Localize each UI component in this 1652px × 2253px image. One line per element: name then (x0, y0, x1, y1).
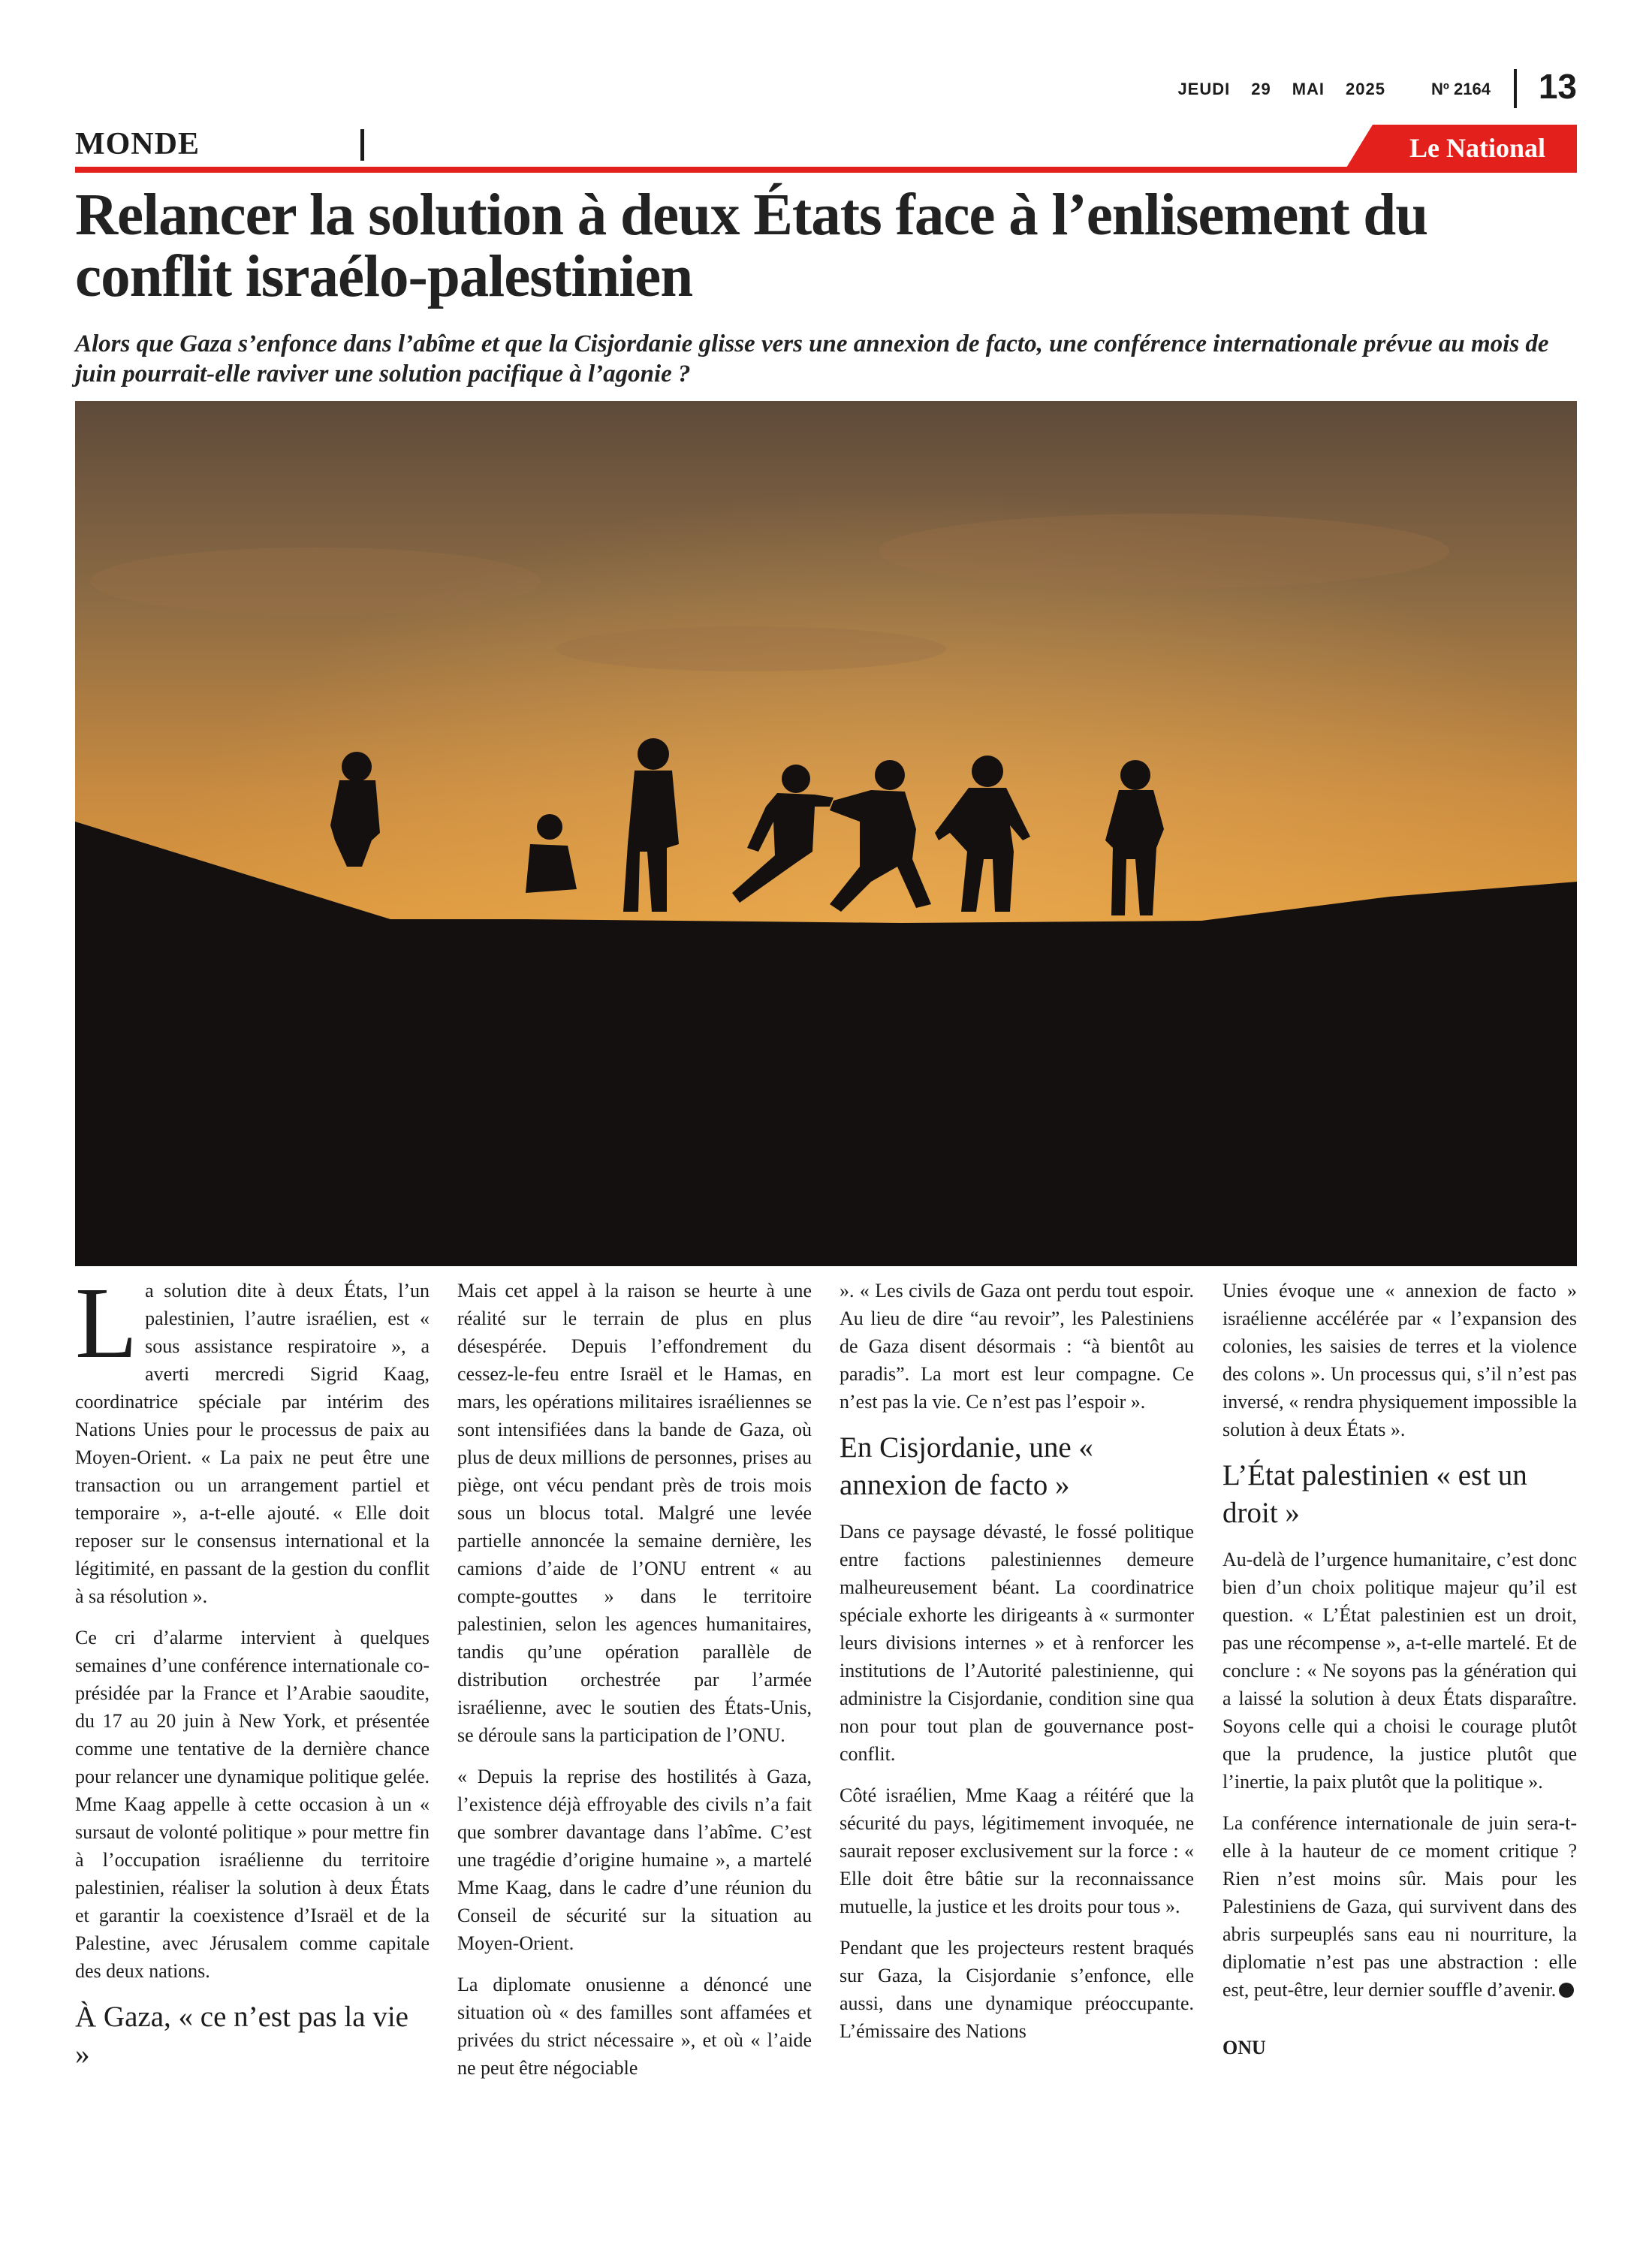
paragraph: Dans ce paysage dévasté, le fossé politique entre factions palestiniennes demeure malheureusement béant. La coordinatrice spéciale exhorte les dirigeants à « surmonter leurs divisions internes » et à renforcer les institutions de l’Autorité palestinienne, qui administre la Cisjordanie, condition sine qua non pour tout plan de gouvernance post-conflit. (840, 1521, 1194, 1765)
subheading: L’État palestinien « est un droit » (1222, 1459, 1527, 1529)
subheading: En Cisjordanie, une « annexion de facto » (840, 1431, 1093, 1501)
article-body (75, 1267, 1577, 2200)
date-number: 29 (1251, 80, 1271, 98)
article-headline: Relancer la solution à deux États face à l’enlisement du conflit israélo-palestinien (75, 182, 1428, 309)
paragraph: Au-delà de l’urgence humanitaire, c’est donc bien d’un choix politique majeur qu’il est question. « L’État palestinien est un droit, pas une récompense », a-t-elle martelé. Et de conclure : « Ne soyons pas la génération qui a laissé la solution à deux États disparaître. Soyons celle qui a choisi le courage plutôt que la prudence, la justice plutôt que l’inertie, la paix plutôt que la politique ». (1222, 1549, 1577, 1793)
column-2 (457, 1277, 812, 2095)
date-day: JEUDI (1177, 80, 1231, 98)
paragraph: Ce cri d’alarme intervient à quelques semaines d’une conférence internationale co-présidée par la France et l’Arabie saoudite, du 17 au 20 juin à New York, et présentée comme une tentative de la dernière chance pour relancer une dynamique politique gelée. Mme Kaag appelle à cette occasion à un « sursaut de volonté politique » pour mettre fin à l’occupation israélienne du territoire palestinien, réaliser la solution à deux États et garantir la coexistence d’Israël et de la Palestine, avec Jérusalem comme capitale des deux nations. (75, 1627, 430, 1982)
column-1 (75, 1267, 430, 2087)
paragraph: Unies évoque une « annexion de facto » israélienne accélérée par « l’expansion des colonies, les saisies de terres et la violence des colons ». Un processus qui, s’il n’est pas inversé, « rendra physiquement impossible la solution à deux États ». (1222, 1280, 1577, 1440)
paragraph: La diplomate onusienne a dénoncé une situation où « des familles sont affamées et privées du strict nécessaire », et où « l’aide ne peut être négociable (457, 1974, 812, 2079)
paragraph (75, 1267, 430, 1610)
paragraph-text: a solution dite à deux États, l’un palestinien, l’autre israélien, est « sous assistance respiratoire », a averti mercredi Sigrid Kaag, coordinatrice spéciale par intérim des Nations Unies pour le processus de paix au Moyen-Orient. « La paix ne peut être une transaction ou un arrangement partiel et temporaire », a-t-elle ajouté. « Elle doit reposer sur le consensus international et la légitimité, en passant de la gestion du conflit à sa résolution ». (75, 1280, 430, 1607)
byline: ONU (1222, 2037, 1266, 2058)
date-year: 2025 (1346, 80, 1385, 98)
article-photo (75, 401, 1577, 1266)
paragraph: Pendant que les projecteurs restent braqués sur Gaza, la Cisjordanie s’enfonce, elle aussi, dans une dynamique préoccupante. L’émissaire des Nations (840, 1937, 1194, 2042)
paragraph: ». « Les civils de Gaza ont perdu tout espoir. Au lieu de dire “au revoir”, les Palestiniens de Gaza disent désormais : “à bientôt au paradis”. La mort est leur compagne. Ce n’est pas la vie. Ce n’est pas l’espoir ». (840, 1280, 1194, 1413)
section-divider (360, 129, 364, 161)
subheading: À Gaza, « ce n’est pas la vie » (75, 2001, 408, 2071)
page-header (75, 69, 1577, 114)
end-mark-icon (1559, 1983, 1574, 1998)
drop-cap: L (75, 1267, 138, 1380)
paragraph: Côté israélien, Mme Kaag a réitéré que la sécurité du pays, légitimement invoquée, ne saurait reposer exclusivement sur la force : « Elle doit être bâtie sur la reconnaissance mutuelle, la justice et les droits pour tous ». (840, 1784, 1194, 1917)
paragraph (1222, 1809, 1577, 2004)
section-label: MONDE (75, 127, 200, 161)
column-4 (1222, 1277, 1577, 2061)
section-bar (75, 125, 1577, 174)
paragraph-text: La conférence internationale de juin sera-t-elle à la hauteur de ce moment critique ? Rien n’est moins sûr. Mais pour les Palestiniens de Gaza, qui survivent dans des abris surpeuplés sans eau ni nourriture, la diplomatie n’est pas une abstraction : elle est, peut-être, leur dernier souffle d’avenir. (1222, 1812, 1577, 2001)
paragraph: Mais cet appel à la raison se heurte à une réalité sur le terrain de plus en plus désespérée. Depuis l’effondrement du cessez-le-feu entre Israël et le Hamas, en mars, les opérations militaires israéliennes se sont intensifiées dans la bande de Gaza, où plus de deux millions de personnes, prises au piège, ont vécu pendant près de trois mois sous un blocus total. Malgré une levée partielle annoncée la semaine dernière, les camions d’aide de l’ONU entrent « au compte-gouttes » dans le territoire palestinien, selon les agences humanitaires, tandis qu’une opération parallèle de distribution orchestrée par l’armée israélienne, avec le soutien des États-Unis, se déroule sans la participation de l’ONU. (457, 1280, 812, 1746)
date-month: MAI (1292, 80, 1325, 98)
column-3 (840, 1277, 1194, 2058)
issue-number: Nº 2164 (1431, 80, 1491, 98)
page-number-divider (1514, 69, 1517, 108)
newspaper-brand: Le National (1409, 133, 1545, 163)
article-deck: Alors que Gaza s’enfonce dans l’abîme et que la Cisjordanie glisse vers une annexion de facto, une conférence internationale prévue au mois de juin pourrait-elle raviver une solution pacifique à l’agonie ? (75, 330, 1549, 388)
page-number: 13 (1538, 67, 1577, 106)
paragraph: « Depuis la reprise des hostilités à Gaza, l’existence déjà effroyable des civils n’a fait que sombrer davantage dans l’abîme. C’est une tragédie d’origine humaine », a martelé Mme Kaag, dans le cadre d’une réunion du Conseil de sécurité sur la situation au Moyen-Orient. (457, 1766, 812, 1954)
